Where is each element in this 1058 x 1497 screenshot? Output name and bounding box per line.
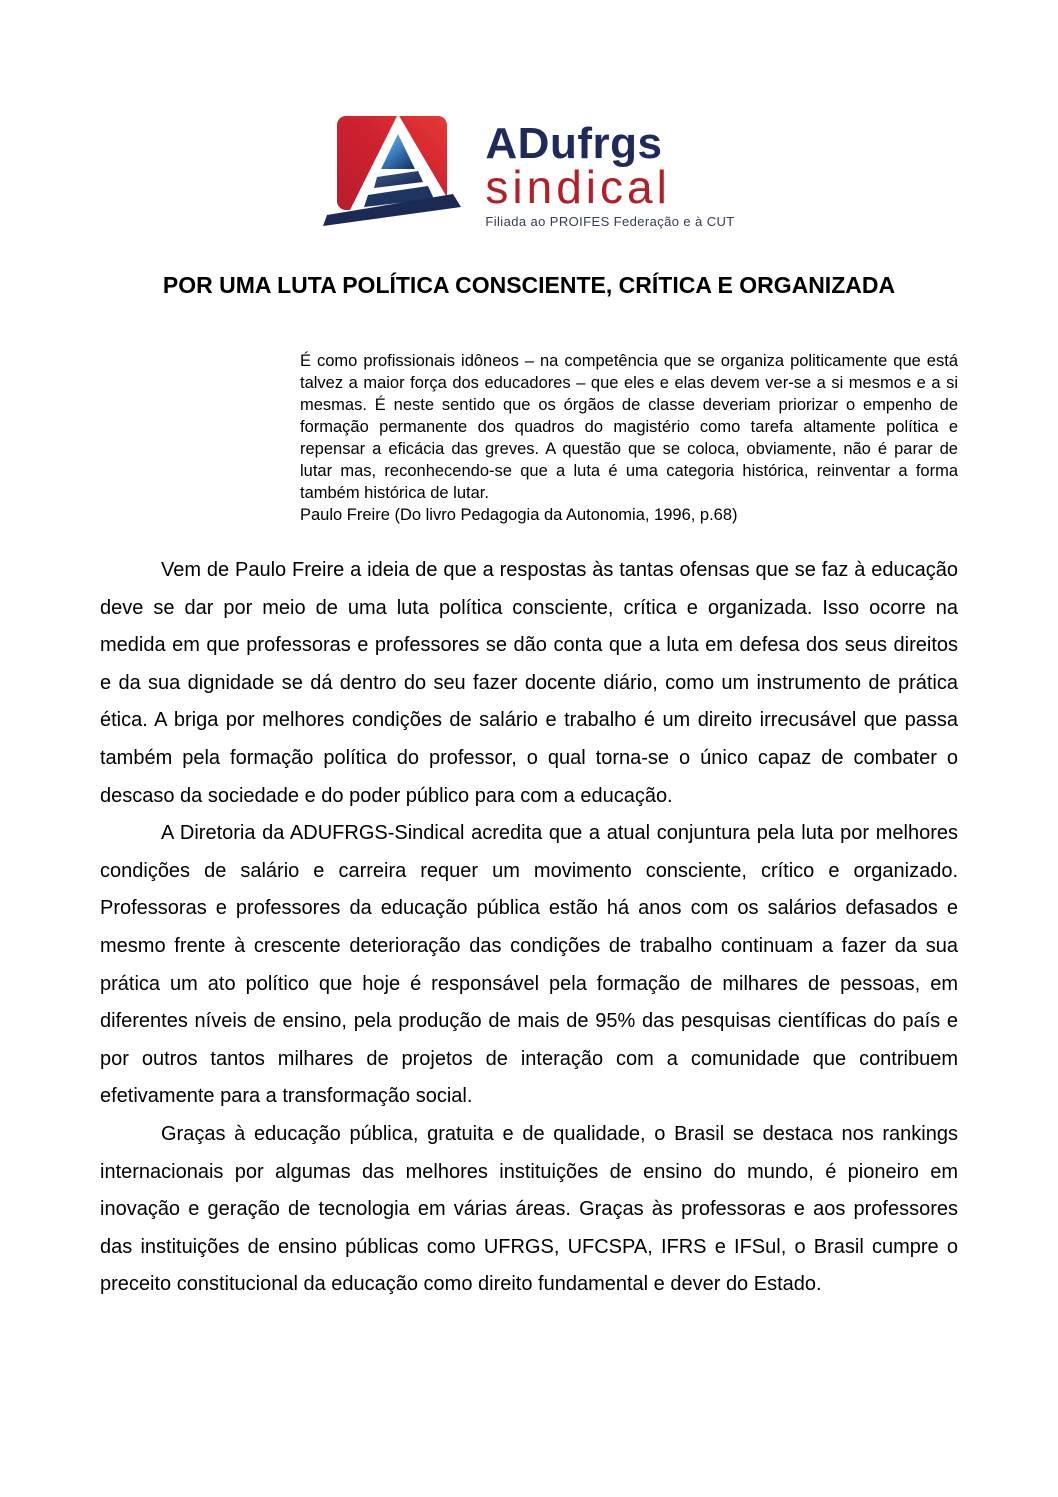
logo-brand-primary: ADufrgs xyxy=(485,119,663,168)
epigraph-quote-text: É como profissionais idôneos – na competência que se organiza politicamente que está talvez a maior força dos educadores – que eles e elas devem ver-se a si mesmos e a si mesmas. É neste sentido que os órgãos de classe deveriam priorizar o empenho de formação permanente dos quadros do magistério como tarefa altamente política e repensar a eficácia das greves. A questão que se coloca, obviamente, não é parar de lutar mas, reconhecendo-se que a luta é uma categoria histórica, reinventar a forma também histórica de lutar. xyxy=(300,352,958,502)
body-paragraph: Graças à educação pública, gratuita e de qualidade, o Brasil se destaca nos rankings internacionais por algumas das melhores instituições de ensino do mundo, é pioneiro em inovação e geração de tecnologia em várias áreas. Graças às professoras e aos professores das instituições de ensino públicas como UFRGS, UFCSPA, IFRS e IFSul, o Brasil cumpre o preceito constitucional da educação como direito fundamental e dever do Estado. xyxy=(100,1122,958,1296)
logo-brand-secondary: sindical xyxy=(485,161,671,213)
document-body xyxy=(100,552,958,1304)
quote-attribution: Paulo Freire (Do livro Pedagogia da Autonomia, 1996, p.68) xyxy=(300,506,738,524)
body-paragraph: A Diretoria da ADUFRGS-Sindical acredita que a atual conjuntura pela luta por melhores condições de salário e carreira requer um movimento consciente, crítico e organizado. Professoras e professores da educação pública estão há anos com os salários defasados e mesmo frente à crescente deterioração das condições de trabalho continuam a fazer da sua prática um ato político que hoje é responsável pela formação de milhares de pessoas, em diferentes níveis de ensino, pela produção de mais de 95% das pesquisas científicas do país e por outros tantos milhares de projetos de interação com a comunidade que contribuem efetivamente para a transformação social. xyxy=(100,822,958,1108)
adufrgs-triangle-a-icon xyxy=(323,114,475,234)
adufrgs-logo xyxy=(100,114,958,234)
document-title: POR UMA LUTA POLÍTICA CONSCIENTE, CRÍTICA E ORGANIZADA xyxy=(162,272,896,298)
body-paragraph: Vem de Paulo Freire a ideia de que a respostas às tantas ofensas que se faz à educação deve se dar por meio de uma luta política consciente, crítica e organizada. Isso ocorre na medida em que professoras e professores se dão conta que a luta em defesa dos seus direitos e da sua dignidade se dá dentro do seu fazer docente diário, como um instrumento de prática ética. A briga por melhores condições de salário e trabalho é um direito irrecusável que passa também pela formação política do professor, o qual torna-se o único capaz de combater o descaso da sociedade e do poder público para com a educação. xyxy=(100,559,958,807)
logo-tagline: Filiada ao PROIFES Federação e à CUT xyxy=(485,214,735,230)
epigraph-quote-block xyxy=(300,350,958,526)
logo-wordmark xyxy=(485,114,734,229)
